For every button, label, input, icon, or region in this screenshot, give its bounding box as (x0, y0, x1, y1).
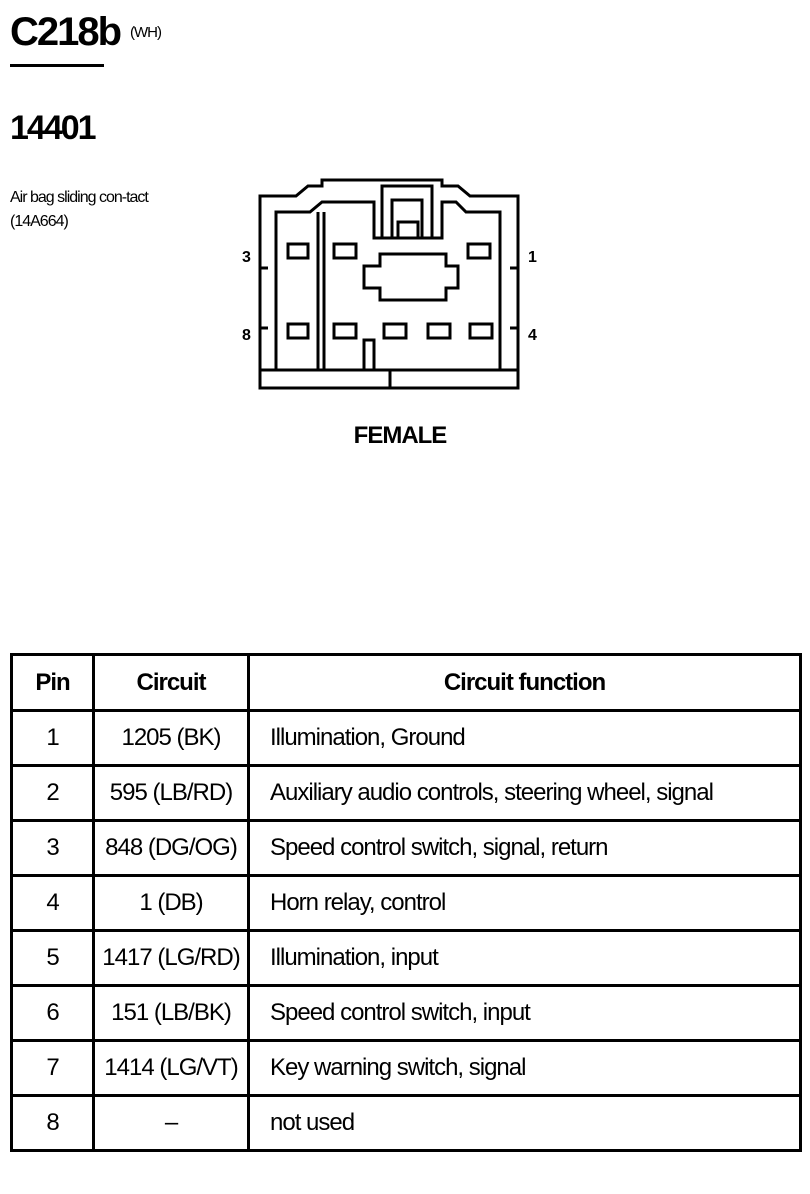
function-cell: not used (249, 1096, 801, 1151)
part-number: 14401 (10, 109, 95, 147)
function-cell: Horn relay, control (249, 876, 801, 931)
pin-cell: 2 (12, 766, 94, 821)
table-header-row (12, 655, 801, 711)
table-row (12, 1041, 801, 1096)
function-cell: Illumination, Ground (249, 711, 801, 766)
circuit-cell: 1414 (LG/VT) (94, 1041, 249, 1096)
pin-cavity (288, 324, 308, 338)
circuit-cell: 848 (DG/OG) (94, 821, 249, 876)
circuit-cell: 1417 (LG/RD) (94, 931, 249, 986)
table-row (12, 986, 801, 1041)
pin-cavity (288, 244, 308, 258)
function-cell: Speed control switch, signal, return (249, 821, 801, 876)
connector-gender-label: FEMALE (353, 422, 447, 449)
column-header-pin: Pin (12, 655, 94, 711)
circuit-cell: 1205 (BK) (94, 711, 249, 766)
pin-cell: 1 (12, 711, 94, 766)
table-row (12, 876, 801, 931)
table-row (12, 1096, 801, 1151)
connector-latch (382, 186, 432, 238)
circuit-cell: 595 (LB/RD) (94, 766, 249, 821)
function-cell: Illumination, input (249, 931, 801, 986)
pin-label-top-right: 1 (528, 249, 537, 266)
pin-cell: 5 (12, 931, 94, 986)
column-header-function: Circuit function (249, 655, 801, 711)
connector-face-outline (276, 202, 500, 370)
table-row (12, 821, 801, 876)
connector-id-underline (10, 64, 104, 67)
pin-cavity (334, 244, 356, 258)
pin-cell: 6 (12, 986, 94, 1041)
pin-cavity (468, 244, 490, 258)
connector-color: (WH) (130, 24, 161, 41)
pin-cavity (334, 324, 356, 338)
table-row (12, 711, 801, 766)
circuit-cell: 151 (LB/BK) (94, 986, 249, 1041)
component-description: Air bag sliding con-tact (14A664) (10, 189, 148, 230)
connector-id: C218b (10, 10, 121, 54)
pin-cell: 4 (12, 876, 94, 931)
connector-face-diagram (236, 178, 536, 393)
function-cell: Key warning switch, signal (249, 1041, 801, 1096)
pin-cavity (384, 324, 406, 338)
circuit-cell: 1 (DB) (94, 876, 249, 931)
column-header-circuit: Circuit (94, 655, 249, 711)
circuit-cell: – (94, 1096, 249, 1151)
pin-label-bottom-right: 4 (528, 327, 537, 344)
pin-cell: 3 (12, 821, 94, 876)
function-cell: Auxiliary audio controls, steering wheel, signal (249, 766, 801, 821)
pin-cell: 8 (12, 1096, 94, 1151)
table-row (12, 766, 801, 821)
pin-label-bottom-left: 8 (242, 327, 251, 344)
pin-table (10, 653, 802, 1152)
pin-cell: 7 (12, 1041, 94, 1096)
pin-cavity (470, 324, 492, 338)
pin-label-top-left: 3 (242, 249, 251, 266)
connector-center-key (364, 254, 458, 300)
pin-cavity (428, 324, 450, 338)
function-cell: Speed control switch, input (249, 986, 801, 1041)
table-row (12, 931, 801, 986)
